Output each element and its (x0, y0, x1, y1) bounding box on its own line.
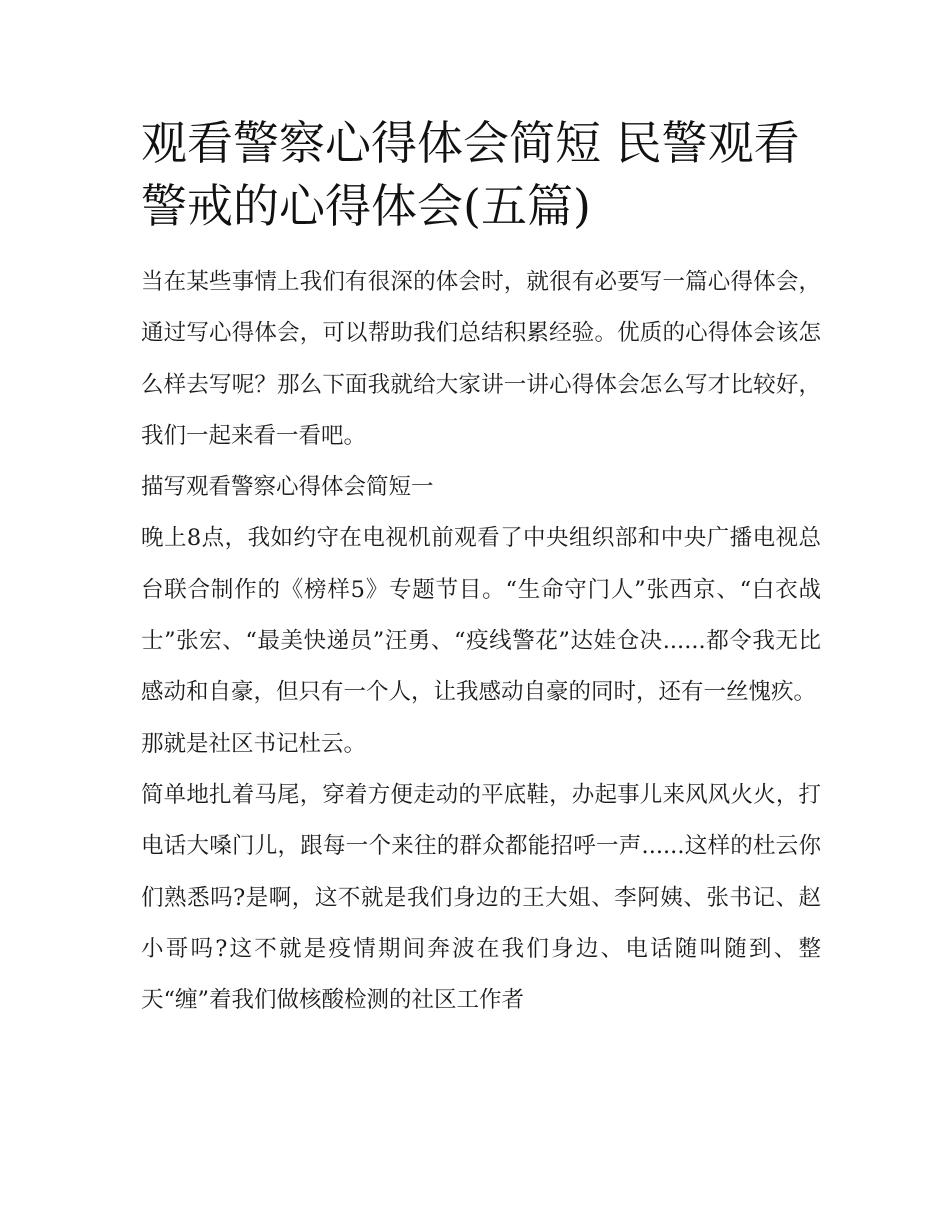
document-body (141, 257, 821, 1026)
paragraph-description: 简单地扎着马尾，穿着方便走动的平底鞋，办起事儿来风风火火，打电话大嗓门儿，跟每一个来往的群众都能招呼一声......这样的杜云你们熟悉吗?是啊，这不就是我们身边的王大姐、李阿姨、张书记、赵小哥吗?这不就是疫情期间奔波在我们身边、电话随叫随到、整天“缠”着我们做核酸检测的社区工作者 (141, 781, 821, 1014)
paragraph-intro: 当在某些事情上我们有很深的体会时，就很有必要写一篇心得体会，通过写心得体会，可以帮助我们总结积累经验。优质的心得体会该怎么样去写呢？那么下面我就给大家讲一讲心得体会怎么写才比较好，我们一起来看一看吧。 (141, 269, 821, 449)
paragraph-du-yun: 那就是社区书记杜云。 (141, 730, 367, 757)
document-title: 观看警察心得体会简短 民警观看警戒的心得体会(五篇) (141, 116, 800, 233)
document-page (141, 112, 821, 1026)
section-heading: 描写观看警察心得体会简短一 (141, 474, 434, 501)
paragraph-program: 晚上8点，我如约守在电视机前观看了中央组织部和中央广播电视总台联合制作的《榜样5》专题节目。“生命守门人”张西京、“白衣战士”张宏、“最美快递员”汪勇、“疫线警花”达娃仓决......都令我无比感动和自豪，但只有一个人，让我感动自豪的同时，还有一丝愧疚。 (141, 525, 821, 706)
